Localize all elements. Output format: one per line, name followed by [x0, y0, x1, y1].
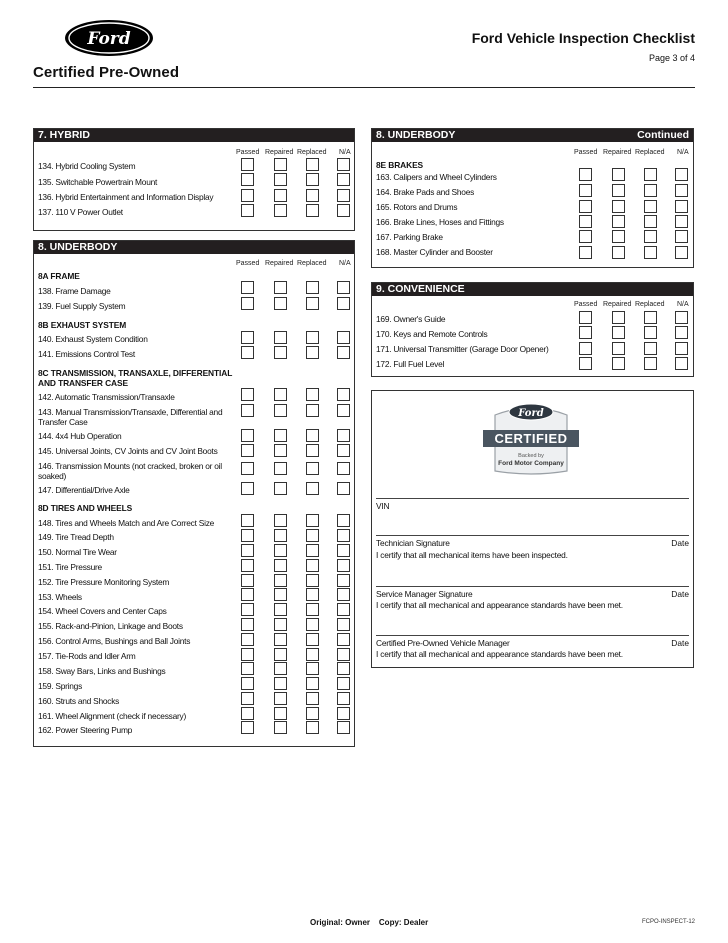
replaced-checkbox[interactable] — [306, 158, 319, 171]
passed-checkbox[interactable] — [241, 574, 254, 587]
na-checkbox[interactable] — [675, 200, 688, 213]
passed-checkbox[interactable] — [241, 189, 254, 202]
passed-checkbox[interactable] — [241, 204, 254, 217]
col-replaced: Replaced — [635, 149, 665, 156]
checklist-item: 146. Transmission Mounts (not cracked, broken or oil soaked) — [38, 461, 222, 481]
col-replaced: Replaced — [635, 301, 665, 308]
passed-checkbox[interactable] — [241, 662, 254, 675]
repaired-checkbox[interactable] — [274, 544, 287, 557]
na-checkbox[interactable] — [337, 331, 350, 344]
na-checkbox[interactable] — [675, 311, 688, 324]
repaired-checkbox[interactable] — [612, 168, 625, 181]
checklist-item: 165. Rotors and Drums — [376, 202, 458, 212]
svg-text:CERTIFIED: CERTIFIED — [494, 431, 568, 446]
repaired-checkbox[interactable] — [274, 648, 287, 661]
repaired-checkbox[interactable] — [274, 662, 287, 675]
col-passed: Passed — [236, 260, 260, 267]
repaired-checkbox[interactable] — [274, 603, 287, 616]
replaced-checkbox[interactable] — [306, 297, 319, 310]
replaced-checkbox[interactable] — [644, 200, 657, 213]
checklist-item: 168. Master Cylinder and Booster — [376, 247, 493, 257]
na-checkbox[interactable] — [337, 514, 350, 527]
repaired-checkbox[interactable] — [274, 346, 287, 359]
na-checkbox[interactable] — [337, 603, 350, 616]
repaired-checkbox[interactable] — [274, 173, 287, 186]
technician-certification-text: I certify that all mechanical items have been inspected. — [376, 550, 568, 560]
repaired-checkbox[interactable] — [274, 514, 287, 527]
passed-checkbox[interactable] — [241, 721, 254, 734]
checklist-item: 135. Switchable Powertrain Mount — [38, 177, 158, 187]
hybrid-panel — [33, 128, 355, 231]
checklist-item: 150. Normal Tire Wear — [38, 547, 117, 557]
passed-checkbox[interactable] — [241, 444, 254, 457]
passed-checkbox[interactable] — [579, 357, 592, 370]
date-label: Date — [671, 638, 689, 648]
passed-checkbox[interactable] — [241, 514, 254, 527]
na-checkbox[interactable] — [337, 648, 350, 661]
svg-text:Ford: Ford — [518, 408, 544, 419]
section-header — [34, 129, 354, 142]
vin-line — [376, 498, 689, 499]
repaired-checkbox[interactable] — [274, 559, 287, 572]
passed-checkbox[interactable] — [241, 603, 254, 616]
section-header — [34, 241, 354, 254]
subsection-title: 8E BRAKES — [376, 160, 424, 170]
checklist-item: 134. Hybrid Cooling System — [38, 161, 136, 171]
checklist-item: 161. Wheel Alignment (check if necessary) — [38, 711, 187, 721]
na-checkbox[interactable] — [337, 158, 350, 171]
checklist-item: 153. Wheels — [38, 592, 82, 602]
repaired-checkbox[interactable] — [274, 574, 287, 587]
service-manager-certification-text: I certify that all mechanical and appearance standards have been met. — [376, 600, 623, 610]
checklist-item: 162. Power Steering Pump — [38, 725, 133, 735]
na-checkbox[interactable] — [675, 184, 688, 197]
repaired-checkbox[interactable] — [274, 633, 287, 646]
repaired-checkbox[interactable] — [274, 444, 287, 457]
checklist-item: 147. Differential/Drive Axle — [38, 485, 130, 495]
passed-checkbox[interactable] — [241, 633, 254, 646]
checklist-item: 144. 4x4 Hub Operation — [38, 431, 122, 441]
section-title: 8. UNDERBODY — [376, 129, 456, 141]
checklist-item: 155. Rack-and-Pinion, Linkage and Boots — [38, 621, 183, 631]
replaced-checkbox[interactable] — [306, 721, 319, 734]
checklist-item: 140. Exhaust System Condition — [38, 334, 148, 344]
checklist-item: 167. Parking Brake — [376, 232, 443, 242]
service-manager-signature-line — [376, 586, 689, 587]
na-checkbox[interactable] — [337, 204, 350, 217]
date-label: Date — [671, 589, 689, 599]
checklist-item: 166. Brake Lines, Hoses and Fittings — [376, 217, 504, 227]
replaced-checkbox[interactable] — [306, 281, 319, 294]
section-title: 7. HYBRID — [38, 129, 90, 141]
replaced-checkbox[interactable] — [306, 544, 319, 557]
na-checkbox[interactable] — [337, 677, 350, 690]
vin-label: VIN — [376, 501, 390, 511]
repaired-checkbox[interactable] — [612, 311, 625, 324]
replaced-checkbox[interactable] — [306, 331, 319, 344]
replaced-checkbox[interactable] — [644, 168, 657, 181]
col-repaired: Repaired — [265, 260, 294, 267]
col-repaired: Repaired — [603, 149, 632, 156]
na-checkbox[interactable] — [337, 721, 350, 734]
technician-signature-label: Technician Signature — [376, 538, 450, 548]
na-checkbox[interactable] — [675, 342, 688, 355]
repaired-checkbox[interactable] — [612, 246, 625, 259]
passed-checkbox[interactable] — [241, 618, 254, 631]
repaired-checkbox[interactable] — [612, 200, 625, 213]
repaired-checkbox[interactable] — [274, 707, 287, 720]
checklist-item: 160. Struts and Shocks — [38, 696, 120, 706]
passed-checkbox[interactable] — [579, 311, 592, 324]
repaired-checkbox[interactable] — [612, 230, 625, 243]
repaired-checkbox[interactable] — [274, 692, 287, 705]
repaired-checkbox[interactable] — [274, 429, 287, 442]
passed-checkbox[interactable] — [241, 346, 254, 359]
passed-checkbox[interactable] — [241, 482, 254, 495]
checklist-item: 141. Emissions Control Test — [38, 349, 135, 359]
na-checkbox[interactable] — [675, 246, 688, 259]
replaced-checkbox[interactable] — [306, 514, 319, 527]
replaced-checkbox[interactable] — [306, 588, 319, 601]
checklist-item: 169. Owner's Guide — [376, 314, 446, 324]
replaced-checkbox[interactable] — [306, 482, 319, 495]
replaced-checkbox[interactable] — [306, 204, 319, 217]
section-header — [372, 283, 693, 296]
na-checkbox[interactable] — [337, 618, 350, 631]
form-code: FCPO-INSPECT-12 — [641, 919, 695, 925]
checklist-item: 158. Sway Bars, Links and Bushings — [38, 666, 166, 676]
replaced-checkbox[interactable] — [306, 677, 319, 690]
na-checkbox[interactable] — [337, 707, 350, 720]
replaced-checkbox[interactable] — [306, 173, 319, 186]
passed-checkbox[interactable] — [241, 297, 254, 310]
replaced-checkbox[interactable] — [644, 230, 657, 243]
passed-checkbox[interactable] — [579, 246, 592, 259]
col-na: N/A — [677, 149, 689, 156]
na-checkbox[interactable] — [337, 574, 350, 587]
checklist-item: 154. Wheel Covers and Center Caps — [38, 606, 167, 616]
cpo-manager-signature-line — [376, 635, 689, 636]
copy-distribution: Original: Owner Copy: Dealer — [310, 918, 429, 927]
section-title: 9. CONVENIENCE — [376, 283, 465, 295]
checklist-item: 145. Universal Joints, CV Joints and CV Joint Boots — [38, 446, 218, 456]
checklist-item: 163. Calipers and Wheel Cylinders — [376, 172, 497, 182]
passed-checkbox[interactable] — [579, 230, 592, 243]
repaired-checkbox[interactable] — [274, 297, 287, 310]
checklist-item: 171. Universal Transmitter (Garage Door Opener) — [376, 344, 549, 354]
col-passed: Passed — [574, 301, 598, 308]
passed-checkbox[interactable] — [579, 200, 592, 213]
repaired-checkbox[interactable] — [274, 158, 287, 171]
passed-checkbox[interactable] — [579, 342, 592, 355]
passed-checkbox[interactable] — [241, 544, 254, 557]
repaired-checkbox[interactable] — [274, 281, 287, 294]
repaired-checkbox[interactable] — [274, 721, 287, 734]
passed-checkbox[interactable] — [241, 707, 254, 720]
col-na: N/A — [339, 260, 351, 267]
na-checkbox[interactable] — [337, 388, 350, 401]
repaired-checkbox[interactable] — [612, 184, 625, 197]
repaired-checkbox[interactable] — [274, 189, 287, 202]
checklist-item: 138. Frame Damage — [38, 286, 111, 296]
na-checkbox[interactable] — [337, 189, 350, 202]
na-checkbox[interactable] — [337, 529, 350, 542]
repaired-checkbox[interactable] — [612, 357, 625, 370]
passed-checkbox[interactable] — [241, 331, 254, 344]
replaced-checkbox[interactable] — [306, 559, 319, 572]
subsection-title: 8C TRANSMISSION, TRANSAXLE, DIFFERENTIAL AND TRANSFER CASE — [38, 368, 233, 388]
col-replaced: Replaced — [297, 260, 327, 267]
repaired-checkbox[interactable] — [274, 404, 287, 417]
repaired-checkbox[interactable] — [274, 677, 287, 690]
na-checkbox[interactable] — [675, 326, 688, 339]
col-repaired: Repaired — [265, 149, 294, 156]
certification-panel — [371, 390, 694, 668]
replaced-checkbox[interactable] — [306, 462, 319, 475]
na-checkbox[interactable] — [337, 588, 350, 601]
checklist-item: 137. 110 V Power Outlet — [38, 207, 123, 217]
passed-checkbox[interactable] — [241, 281, 254, 294]
replaced-checkbox[interactable] — [644, 184, 657, 197]
page-title: Ford Vehicle Inspection Checklist — [471, 30, 695, 46]
passed-checkbox[interactable] — [241, 158, 254, 171]
repaired-checkbox[interactable] — [274, 588, 287, 601]
col-repaired: Repaired — [603, 301, 632, 308]
na-checkbox[interactable] — [337, 297, 350, 310]
repaired-checkbox[interactable] — [274, 482, 287, 495]
na-checkbox[interactable] — [675, 168, 688, 181]
subsection-title: 8B EXHAUST SYSTEM — [38, 320, 127, 330]
repaired-checkbox[interactable] — [274, 331, 287, 344]
subsection-title: 8A FRAME — [38, 271, 80, 281]
replaced-checkbox[interactable] — [306, 388, 319, 401]
svg-text:Ford: Ford — [87, 29, 131, 49]
checklist-item: 148. Tires and Wheels Match and Are Correct Size — [38, 518, 215, 528]
repaired-checkbox[interactable] — [274, 462, 287, 475]
checklist-item: 159. Springs — [38, 681, 83, 691]
replaced-checkbox[interactable] — [306, 574, 319, 587]
date-label: Date — [671, 538, 689, 548]
replaced-checkbox[interactable] — [306, 529, 319, 542]
col-replaced: Replaced — [297, 149, 327, 156]
header-divider — [33, 87, 695, 88]
col-passed: Passed — [236, 149, 260, 156]
na-checkbox[interactable] — [337, 633, 350, 646]
na-checkbox[interactable] — [337, 444, 350, 457]
replaced-checkbox[interactable] — [644, 311, 657, 324]
checklist-item: 139. Fuel Supply System — [38, 301, 126, 311]
passed-checkbox[interactable] — [579, 184, 592, 197]
replaced-checkbox[interactable] — [644, 357, 657, 370]
na-checkbox[interactable] — [337, 559, 350, 572]
checklist-item: 152. Tire Pressure Monitoring System — [38, 577, 170, 587]
checklist-item: 156. Control Arms, Bushings and Ball Joints — [38, 636, 191, 646]
replaced-checkbox[interactable] — [306, 346, 319, 359]
service-manager-signature-label: Service Manager Signature — [376, 589, 473, 599]
checklist-item: 157. Tie-Rods and Idler Arm — [38, 651, 136, 661]
section-title: 8. UNDERBODY — [38, 241, 118, 253]
na-checkbox[interactable] — [337, 662, 350, 675]
passed-checkbox[interactable] — [241, 588, 254, 601]
replaced-checkbox[interactable] — [306, 633, 319, 646]
na-checkbox[interactable] — [675, 357, 688, 370]
technician-signature-line — [376, 535, 689, 536]
underbody-panel — [33, 240, 355, 747]
passed-checkbox[interactable] — [579, 326, 592, 339]
passed-checkbox[interactable] — [241, 559, 254, 572]
na-checkbox[interactable] — [337, 544, 350, 557]
continued-label: Continued — [637, 129, 689, 141]
subsection-title: 8D TIRES AND WHEELS — [38, 503, 133, 513]
passed-checkbox[interactable] — [241, 529, 254, 542]
cpo-manager-signature-label: Certified Pre-Owned Vehicle Manager — [376, 638, 510, 648]
convenience-panel — [371, 282, 694, 377]
svg-text:Backed by: Backed by — [518, 453, 544, 459]
na-checkbox[interactable] — [337, 482, 350, 495]
replaced-checkbox[interactable] — [644, 342, 657, 355]
replaced-checkbox[interactable] — [644, 246, 657, 259]
repaired-checkbox[interactable] — [274, 204, 287, 217]
replaced-checkbox[interactable] — [644, 326, 657, 339]
repaired-checkbox[interactable] — [612, 215, 625, 228]
col-passed: Passed — [574, 149, 598, 156]
na-checkbox[interactable] — [337, 429, 350, 442]
passed-checkbox[interactable] — [241, 404, 254, 417]
replaced-checkbox[interactable] — [306, 692, 319, 705]
passed-checkbox[interactable] — [241, 677, 254, 690]
repaired-checkbox[interactable] — [274, 618, 287, 631]
repaired-checkbox[interactable] — [612, 342, 625, 355]
passed-checkbox[interactable] — [241, 692, 254, 705]
col-na: N/A — [677, 301, 689, 308]
section-header — [372, 129, 693, 142]
replaced-checkbox[interactable] — [306, 648, 319, 661]
cpo-manager-certification-text: I certify that all mechanical and appearance standards have been met. — [376, 649, 623, 659]
passed-checkbox[interactable] — [579, 215, 592, 228]
page-number: Page 3 of 4 — [648, 53, 695, 63]
checklist-item: 142. Automatic Transmission/Transaxle — [38, 392, 175, 402]
na-checkbox[interactable] — [675, 230, 688, 243]
brand-subtitle: Certified Pre-Owned — [33, 64, 180, 81]
na-checkbox[interactable] — [337, 173, 350, 186]
svg-text:Ford Motor Company: Ford Motor Company — [498, 460, 564, 467]
replaced-checkbox[interactable] — [306, 618, 319, 631]
replaced-checkbox[interactable] — [306, 603, 319, 616]
checklist-item: 170. Keys and Remote Controls — [376, 329, 488, 339]
replaced-checkbox[interactable] — [306, 444, 319, 457]
replaced-checkbox[interactable] — [306, 189, 319, 202]
checklist-item: 164. Brake Pads and Shoes — [376, 187, 475, 197]
ford-logo — [64, 19, 154, 57]
na-checkbox[interactable] — [675, 215, 688, 228]
checklist-item: 172. Full Fuel Level — [376, 359, 445, 369]
na-checkbox[interactable] — [337, 462, 350, 475]
certified-badge — [481, 397, 581, 477]
checklist-item: 143. Manual Transmission/Transaxle, Differential and Transfer Case — [38, 407, 223, 427]
repaired-checkbox[interactable] — [274, 529, 287, 542]
repaired-checkbox[interactable] — [612, 326, 625, 339]
passed-checkbox[interactable] — [579, 168, 592, 181]
passed-checkbox[interactable] — [241, 388, 254, 401]
underbody-continued-panel — [371, 128, 694, 268]
passed-checkbox[interactable] — [241, 429, 254, 442]
col-na: N/A — [339, 149, 351, 156]
replaced-checkbox[interactable] — [306, 707, 319, 720]
replaced-checkbox[interactable] — [306, 429, 319, 442]
na-checkbox[interactable] — [337, 692, 350, 705]
passed-checkbox[interactable] — [241, 173, 254, 186]
na-checkbox[interactable] — [337, 346, 350, 359]
replaced-checkbox[interactable] — [306, 404, 319, 417]
repaired-checkbox[interactable] — [274, 388, 287, 401]
na-checkbox[interactable] — [337, 404, 350, 417]
replaced-checkbox[interactable] — [644, 215, 657, 228]
checklist-item: 151. Tire Pressure — [38, 562, 102, 572]
checklist-item: 136. Hybrid Entertainment and Information Display — [38, 192, 214, 202]
passed-checkbox[interactable] — [241, 462, 254, 475]
na-checkbox[interactable] — [337, 281, 350, 294]
replaced-checkbox[interactable] — [306, 662, 319, 675]
passed-checkbox[interactable] — [241, 648, 254, 661]
checklist-item: 149. Tire Tread Depth — [38, 532, 114, 542]
